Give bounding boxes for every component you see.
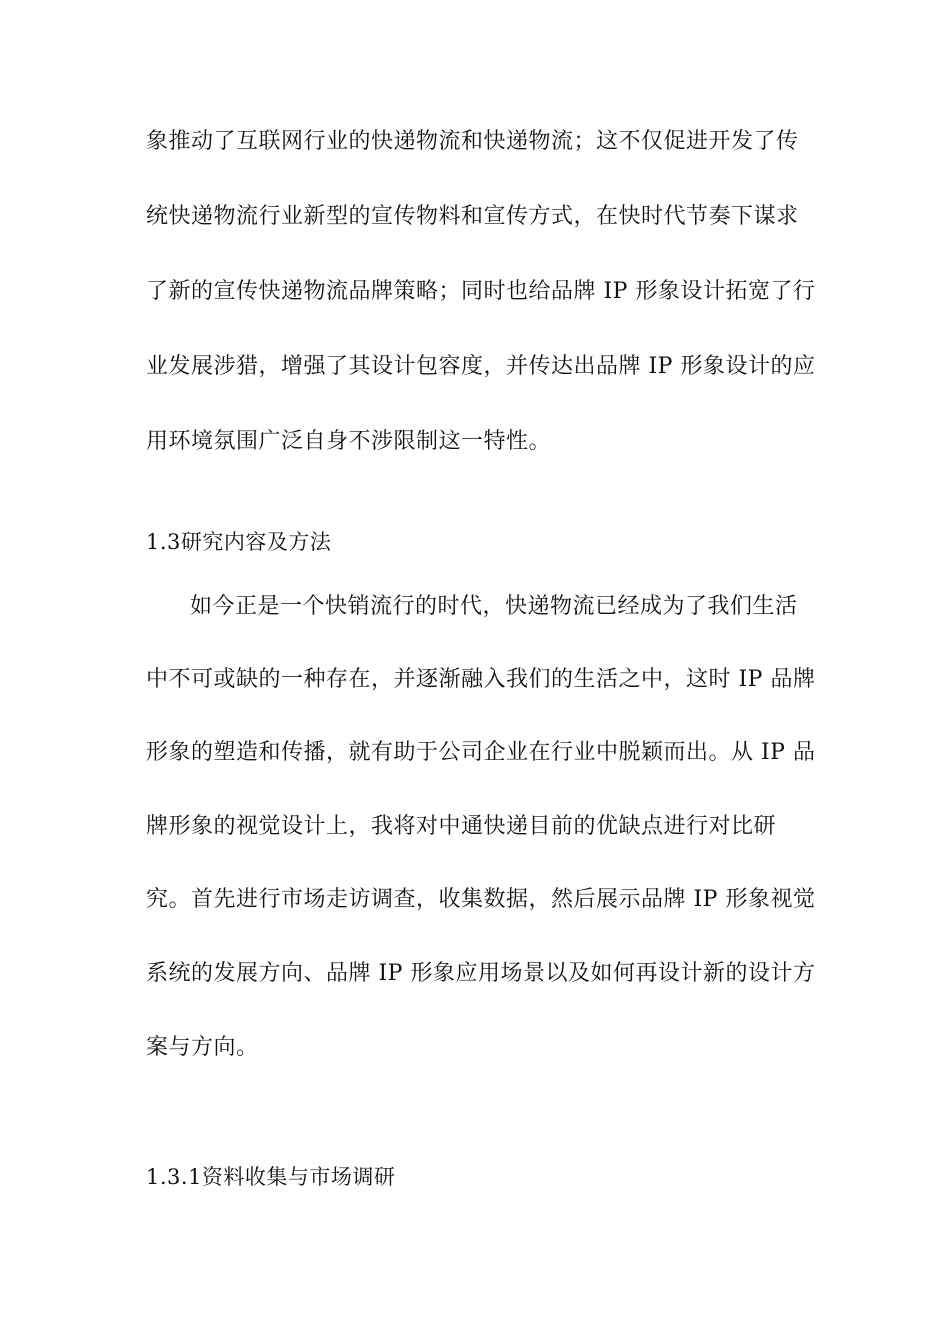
subsection-heading: 1.3.1资料收集与市场调研 — [146, 1165, 396, 1189]
paragraph-1-line-2: 统快递物流行业新型的宣传物料和宣传方式，在快时代节奏下谋求 — [146, 204, 799, 229]
paragraph-2-line-7: 案与方向。 — [146, 1035, 259, 1060]
paragraph-2-line-3: 形象的塑造和传播，就有助于公司企业在行业中脱颖而出。从 IP 品 — [146, 740, 816, 765]
paragraph-2-line-1: 如今正是一个快销流行的时代，快递物流已经成为了我们生活 — [190, 594, 798, 619]
paragraph-1-line-3: 了新的宣传快递物流品牌策略；同时也给品牌 IP 形象设计拓宽了行 — [146, 279, 816, 304]
paragraph-1-line-4: 业发展涉猎，增强了其设计包容度，并传达出品牌 IP 形象设计的应 — [146, 354, 816, 379]
paragraph-2-line-2: 中不可或缺的一种存在，并逐渐融入我们的生活之中，这时 IP 品牌 — [146, 667, 816, 692]
paragraph-2-line-6: 系统的发展方向、品牌 IP 形象应用场景以及如何再设计新的设计方 — [146, 961, 816, 986]
paragraph-2-line-4: 牌形象的视觉设计上，我将对中通快递目前的优缺点进行对比研 — [146, 814, 777, 839]
paragraph-2-line-5: 究。首先进行市场走访调查，收集数据，然后展示品牌 IP 形象视觉 — [146, 887, 816, 912]
paragraph-1-line-5: 用环境氛围广泛自身不涉限制这一特性。 — [146, 429, 552, 454]
paragraph-1-line-1: 象推动了互联网行业的快递物流和快递物流；这不仅促进开发了传 — [146, 129, 799, 154]
section-heading: 1.3研究内容及方法 — [146, 530, 332, 554]
